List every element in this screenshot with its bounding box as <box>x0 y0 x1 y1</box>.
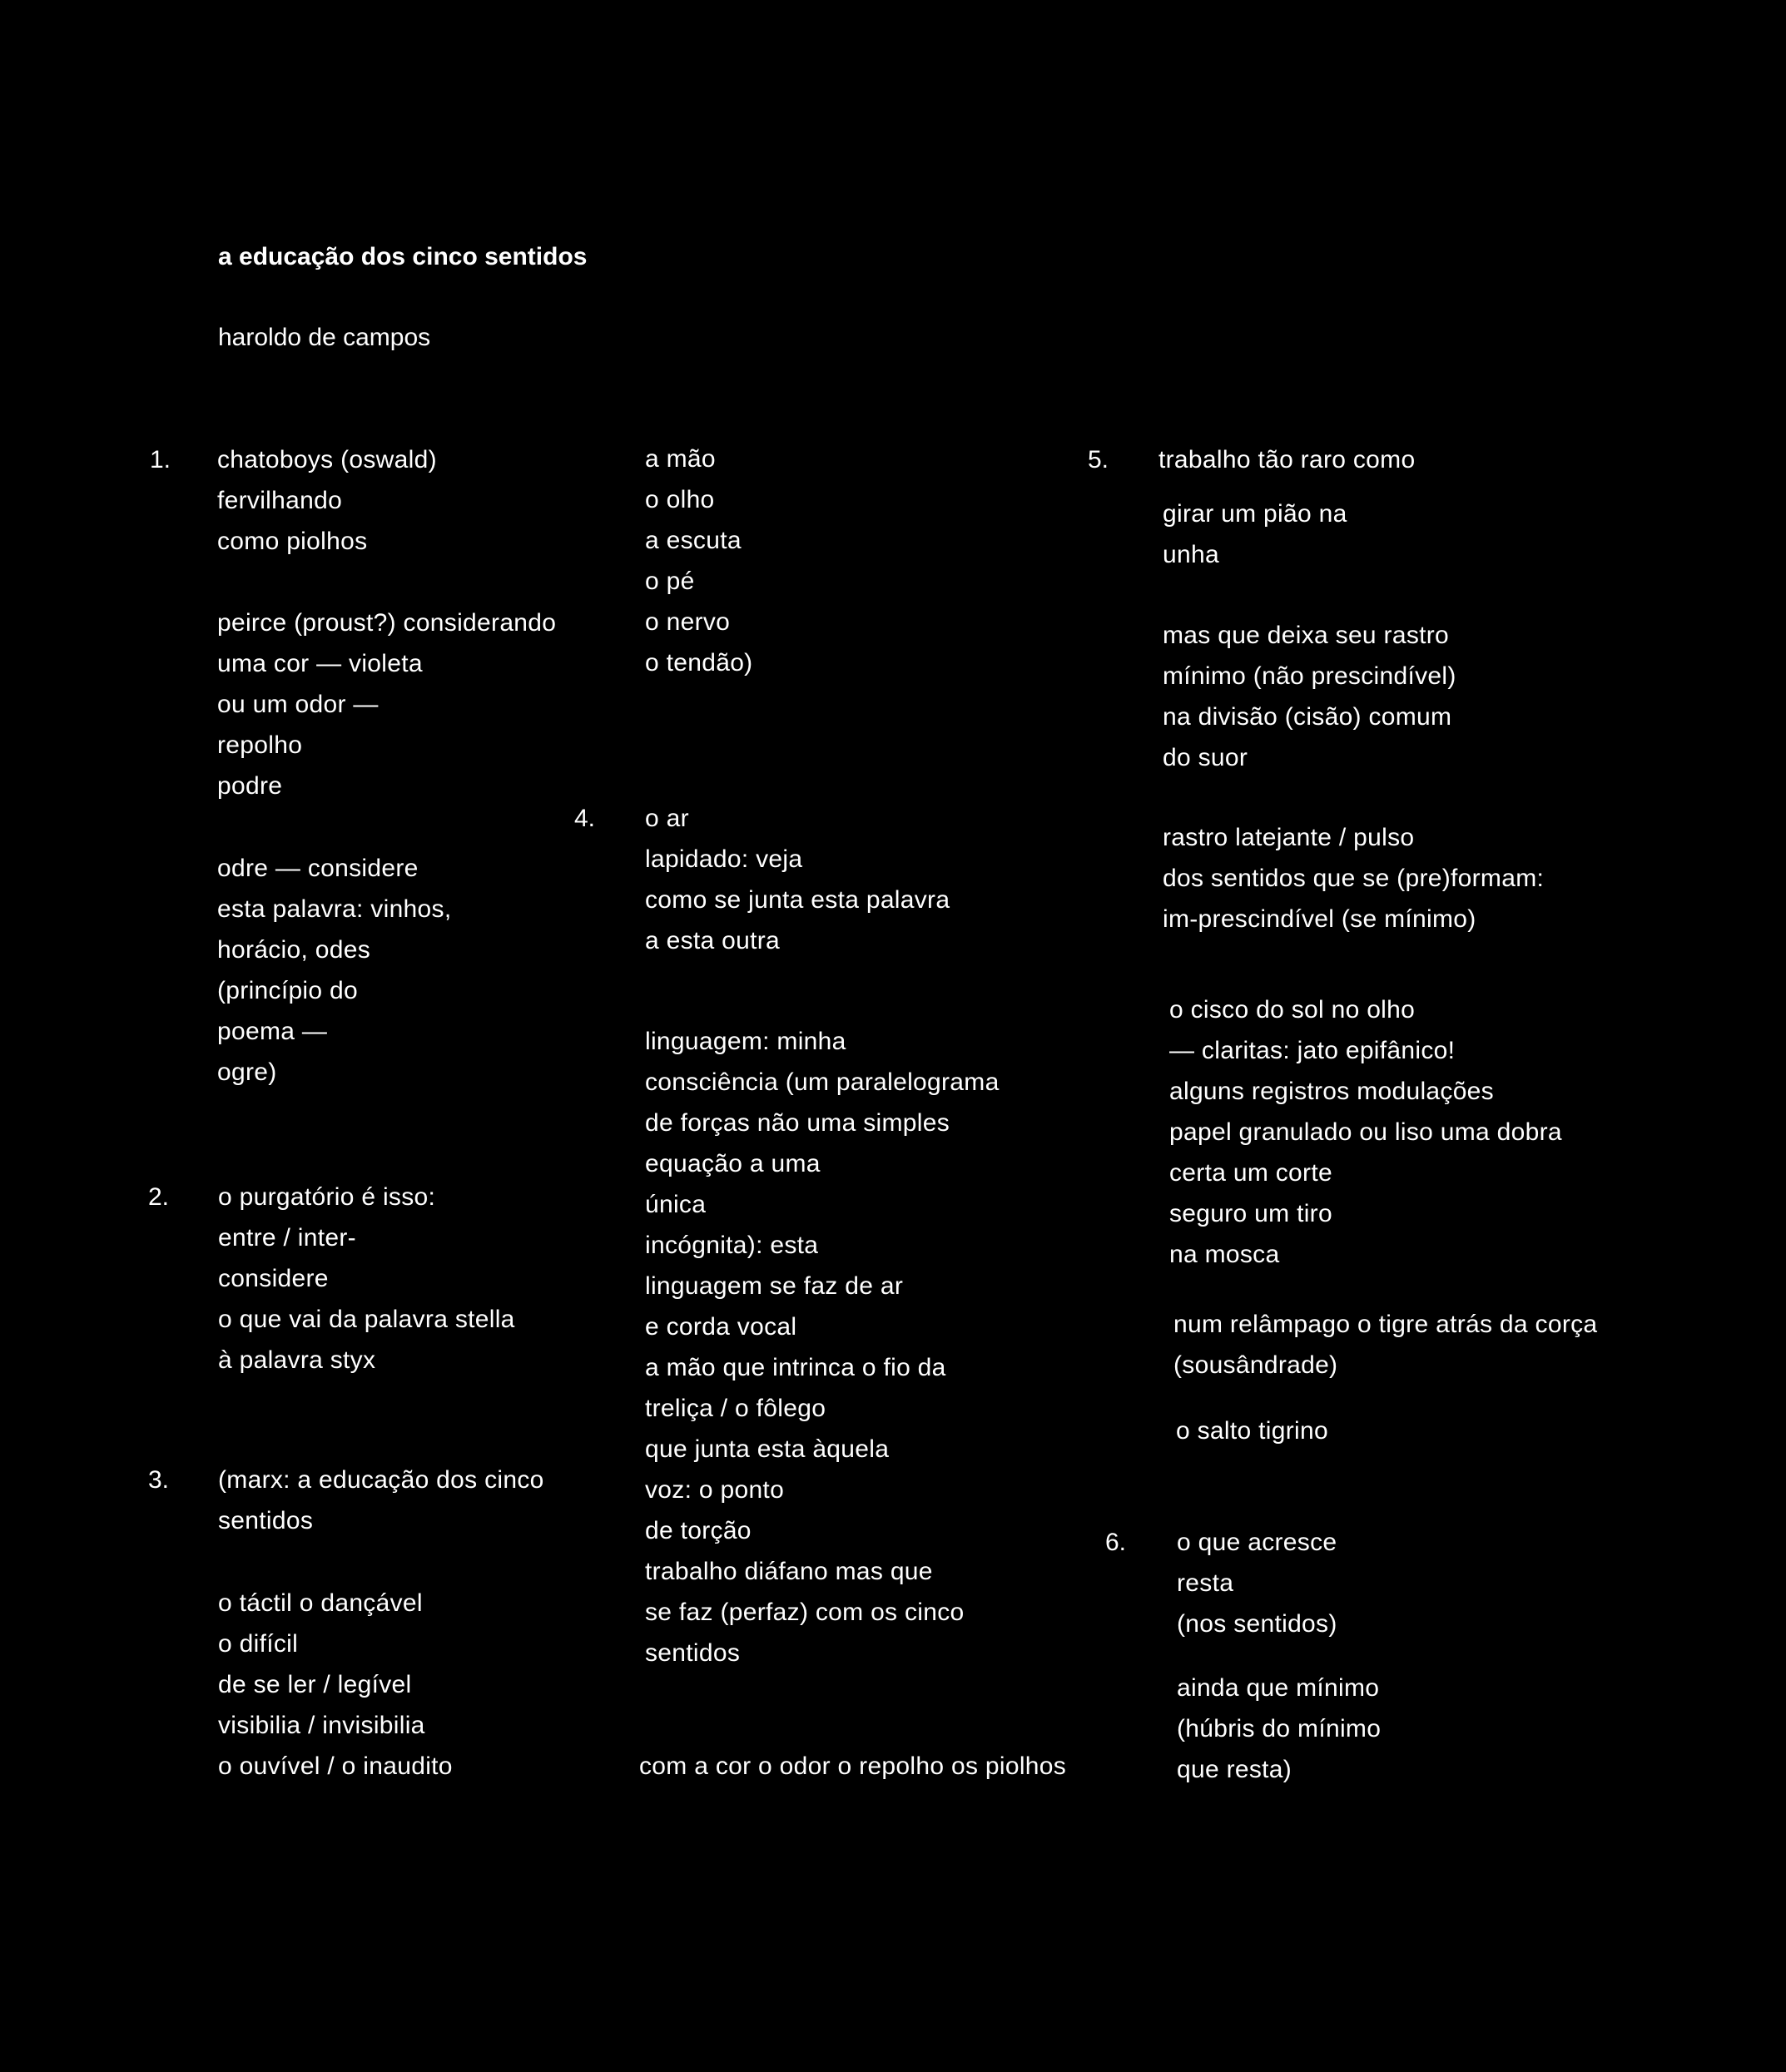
poem-line: visibilia / invisibilia <box>218 1712 425 1739</box>
poem-line: voz: o ponto <box>645 1476 785 1504</box>
section-number: 1. <box>150 446 171 473</box>
poem-line: trabalho diáfano mas que <box>645 1558 933 1585</box>
poem-line: o salto tigrino <box>1176 1417 1328 1445</box>
poem-line: o difícil <box>218 1630 299 1658</box>
poem-line: incógnita): esta <box>645 1232 819 1259</box>
poem-line: a mão <box>645 445 716 473</box>
poem-line: num relâmpago o tigre atrás da corça <box>1173 1311 1598 1338</box>
poem-line: o purgatório é isso: <box>218 1183 436 1211</box>
poem-line: a mão que intrinca o fio da <box>645 1354 946 1381</box>
poem-line: se faz (perfaz) com os cinco <box>645 1599 965 1626</box>
poem-line: poema — <box>217 1018 328 1045</box>
poem-line: única <box>645 1191 707 1218</box>
poem-line: considere <box>218 1265 329 1292</box>
poem-line: o ouvível / o inaudito <box>218 1752 453 1780</box>
poem-line: mas que deixa seu rastro <box>1163 622 1450 649</box>
section-number: 5. <box>1088 446 1109 473</box>
poem-line: equação a uma <box>645 1150 821 1177</box>
poem-line: de se ler / legível <box>218 1671 412 1698</box>
poem-line: como se junta esta palavra <box>645 886 950 914</box>
poem-line: lapidado: veja <box>645 845 803 873</box>
poem-line: o nervo <box>645 608 731 636</box>
poem-line: na divisão (cisão) comum <box>1163 703 1452 731</box>
poem-line: o olho <box>645 486 715 513</box>
section-number: 4. <box>574 805 596 832</box>
poem-line: o que vai da palavra stella <box>218 1306 515 1333</box>
section-number: 6. <box>1105 1529 1127 1556</box>
poem-line: resta <box>1177 1569 1234 1597</box>
poem-line: seguro um tiro <box>1169 1200 1332 1227</box>
poem-line: rastro latejante / pulso <box>1163 824 1415 851</box>
poem-line: o pé <box>645 568 695 595</box>
poem-line: horácio, odes <box>217 936 371 964</box>
poem-title: a educação dos cinco sentidos <box>218 243 588 270</box>
poem-line: que junta esta àquela <box>645 1435 890 1463</box>
poem-line: (princípio do <box>217 977 358 1004</box>
poem-line: ainda que mínimo <box>1177 1674 1380 1702</box>
poem-line: consciência (um paralelograma <box>645 1068 1000 1096</box>
poem-line: (sousândrade) <box>1173 1351 1338 1379</box>
poem-line: sentidos <box>645 1639 741 1667</box>
poem-line: e corda vocal <box>645 1313 797 1341</box>
poem-line: sentidos <box>218 1507 314 1534</box>
poem-line: treliça / o fôlego <box>645 1395 826 1422</box>
poem-line: o táctil o dançável <box>218 1589 423 1617</box>
poem-line: que resta) <box>1177 1756 1292 1783</box>
poem-line: como piolhos <box>217 528 368 555</box>
poem-line: de torção <box>645 1517 752 1544</box>
poem-line: do suor <box>1163 744 1248 771</box>
poem-line: odre — considere <box>217 855 419 882</box>
poem-line: uma cor — violeta <box>217 650 423 677</box>
poem-line: repolho <box>217 731 303 759</box>
poem-line: linguagem se faz de ar <box>645 1272 904 1300</box>
poem-line: ou um odor — <box>217 691 379 718</box>
section-number: 2. <box>148 1183 170 1211</box>
poem-line: de forças não uma simples <box>645 1109 950 1137</box>
poem-line: certa um corte <box>1169 1159 1332 1187</box>
poem-line: fervilhando <box>217 487 343 514</box>
poem-line: chatoboys (oswald) <box>217 446 437 473</box>
poem-line: im-prescindível (se mínimo) <box>1163 905 1476 933</box>
section-number: 3. <box>148 1466 170 1494</box>
poem-line: unha <box>1163 541 1219 568</box>
poem-line: alguns registros modulações <box>1169 1078 1494 1105</box>
poem-line: à palavra styx <box>218 1346 376 1374</box>
poem-line: (marx: a educação dos cinco <box>218 1466 544 1494</box>
poem-line: dos sentidos que se (pre)formam: <box>1163 865 1545 892</box>
poem-line: ogre) <box>217 1058 277 1086</box>
poem-line: (húbris do mínimo <box>1177 1715 1382 1742</box>
poem-line: trabalho tão raro como <box>1158 446 1416 473</box>
poem-line: girar um pião na <box>1163 500 1347 528</box>
poem-line: na mosca <box>1169 1241 1280 1268</box>
poem-line: papel granulado ou liso uma dobra <box>1169 1118 1562 1146</box>
poem-line: — claritas: jato epifânico! <box>1169 1037 1456 1064</box>
poem-line: (nos sentidos) <box>1177 1610 1337 1638</box>
poem-line: a esta outra <box>645 927 781 954</box>
poem-line: o ar <box>645 805 689 832</box>
poem-line: o cisco do sol no olho <box>1169 996 1416 1024</box>
poem-line: entre / inter- <box>218 1224 356 1252</box>
poem-line: esta palavra: vinhos, <box>217 895 452 923</box>
poem-line: o que acresce <box>1177 1529 1337 1556</box>
poem-line: o tendão) <box>645 649 753 677</box>
poem-line: linguagem: minha <box>645 1028 846 1055</box>
poem-line: com a cor o odor o repolho os piolhos <box>639 1752 1067 1780</box>
poem-line: mínimo (não prescindível) <box>1163 662 1456 690</box>
poem-line: podre <box>217 772 283 800</box>
poem-line: peirce (proust?) considerando <box>217 609 557 637</box>
poem-author: haroldo de campos <box>218 324 431 351</box>
poem-line: a escuta <box>645 527 742 554</box>
